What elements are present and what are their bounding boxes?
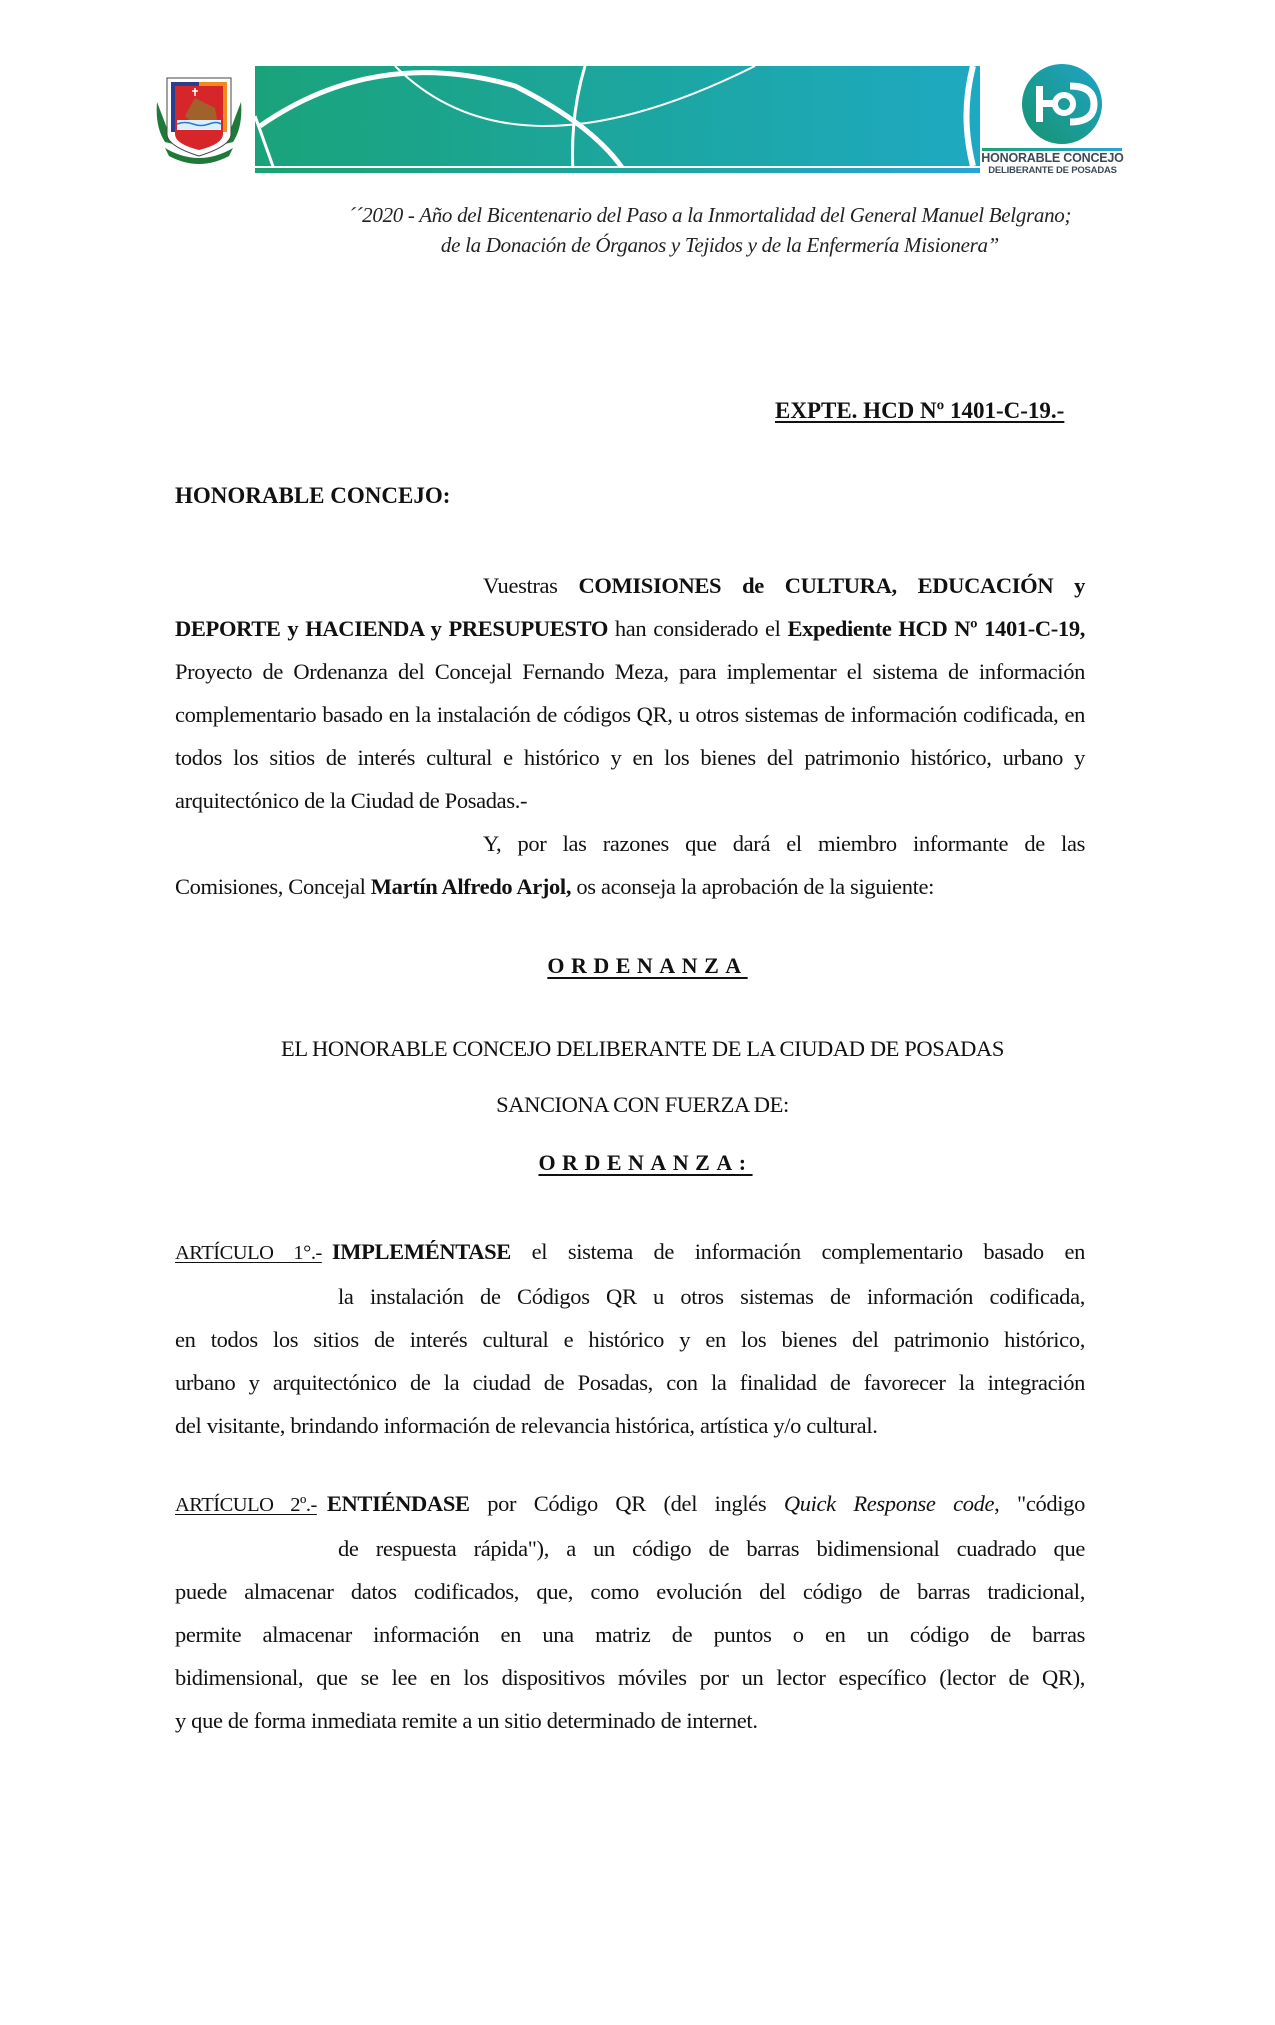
article-line: permite almacenar información en una matriz de puntos o en un código de barras [175, 1622, 1085, 1647]
article-line: de respuesta rápida"), a un código de barras bidimensional cuadrado que [338, 1536, 1085, 1561]
header-banner [255, 66, 980, 172]
article-text: por Código QR (del inglés [469, 1491, 784, 1516]
article-line [175, 1482, 1085, 1527]
article-text: el sistema de información complementario basado en [510, 1239, 1085, 1264]
letterhead [0, 0, 1275, 270]
recommendation-paragraph [175, 822, 1085, 908]
tagline-line1: ´´2020 - Año del Bicentenario del Paso a la Inmortalidad del General Manuel Belgrano; [348, 203, 1072, 227]
article-label: ARTÍCULO 1°.- [175, 1242, 322, 1264]
para1-text3: Proyecto de Ordenanza del Concejal Fernando Meza, para implementar el sistema de información complementario basado en la instalación de códigos QR, u otros sistemas de información codificada, en todos los sitios de interés cultural e histórico y en los bienes del patrimonio histórico, urbano y arquitectónico de la Ciudad de Posadas.- [175, 659, 1085, 813]
committees-names: COMISIONES de CULTURA, EDUCACIÓN y DEPORTE y HACIENDA y PRESUPUESTO [175, 573, 1085, 641]
para2-text1: Y, por las razones que dará el miembro informante de las Comisiones, Concejal [175, 831, 1085, 899]
para1-text2: han considerado el [607, 616, 788, 641]
article-italic-term: Quick Response code [783, 1491, 995, 1516]
article-label: ARTÍCULO 2º.- [175, 1494, 317, 1516]
ordinance-heading-text: ORDENANZA [547, 953, 748, 978]
para1-text1: Vuestras [483, 573, 579, 598]
expediente-number: EXPTE. HCD Nº 1401-C-19.- [775, 398, 1065, 423]
hcd-logo-name [980, 152, 1125, 175]
article-line: en todos los sitios de interés cultural e histórico y en los bienes del patrimonio histórico, [175, 1327, 1085, 1352]
article-text: , "código [994, 1491, 1085, 1516]
tagline-line2: de la Donación de Órganos y Tejidos y de la Enfermería Misionera” [440, 233, 1000, 257]
article-line: y que de forma inmediata remite a un sitio determinado de internet. [175, 1708, 758, 1733]
reporting-councilor: Martín Alfredo Arjol, [370, 874, 572, 899]
para2-text2: os aconseja la aprobación de la siguiente: [571, 874, 935, 899]
committee-paragraph [175, 564, 1085, 822]
logo-name-line2: DELIBERANTE DE POSADAS [988, 164, 1117, 176]
year-tagline [300, 200, 1120, 260]
article-line: puede almacenar datos codificados, que, como evolución del código de barras tradicional, [175, 1579, 1085, 1604]
article-keyword: ENTIÉNDASE [326, 1491, 470, 1516]
article-line: bidimensional, que se lee en los dispositivos móviles por un lector específico (lector de QR), [175, 1665, 1085, 1690]
sanction-line: SANCIONA CON FUERZA DE: [496, 1092, 789, 1117]
article-line [175, 1230, 1085, 1275]
article-2 [175, 1482, 1085, 1742]
article-keyword: IMPLEMÉNTASE [331, 1239, 511, 1264]
expediente-reference: Expediente HCD Nº 1401-C-19, [787, 616, 1086, 641]
article-line: del visitante, brindando información de relevancia histórica, artística y/o cultural. [175, 1413, 878, 1438]
city-crest-icon [155, 72, 243, 164]
article-line: la instalación de Códigos QR u otros sistemas de información codificada, [338, 1284, 1085, 1309]
council-line: EL HONORABLE CONCEJO DELIBERANTE DE LA CIUDAD DE POSADAS [280, 1036, 1004, 1061]
ordinance-heading [0, 953, 1275, 979]
ordinance-heading-2 [0, 1150, 1275, 1176]
article-1 [175, 1230, 1085, 1447]
article-line: urbano y arquitectónico de la ciudad de Posadas, con la finalidad de favorecer la integración [175, 1370, 1085, 1395]
ordinance-heading-2-text: ORDENANZA: [538, 1150, 753, 1175]
banner-underline [255, 168, 980, 173]
salutation: HONORABLE CONCEJO: [175, 483, 451, 508]
logo-name-line1: HONORABLE CONCEJO [981, 151, 1124, 165]
